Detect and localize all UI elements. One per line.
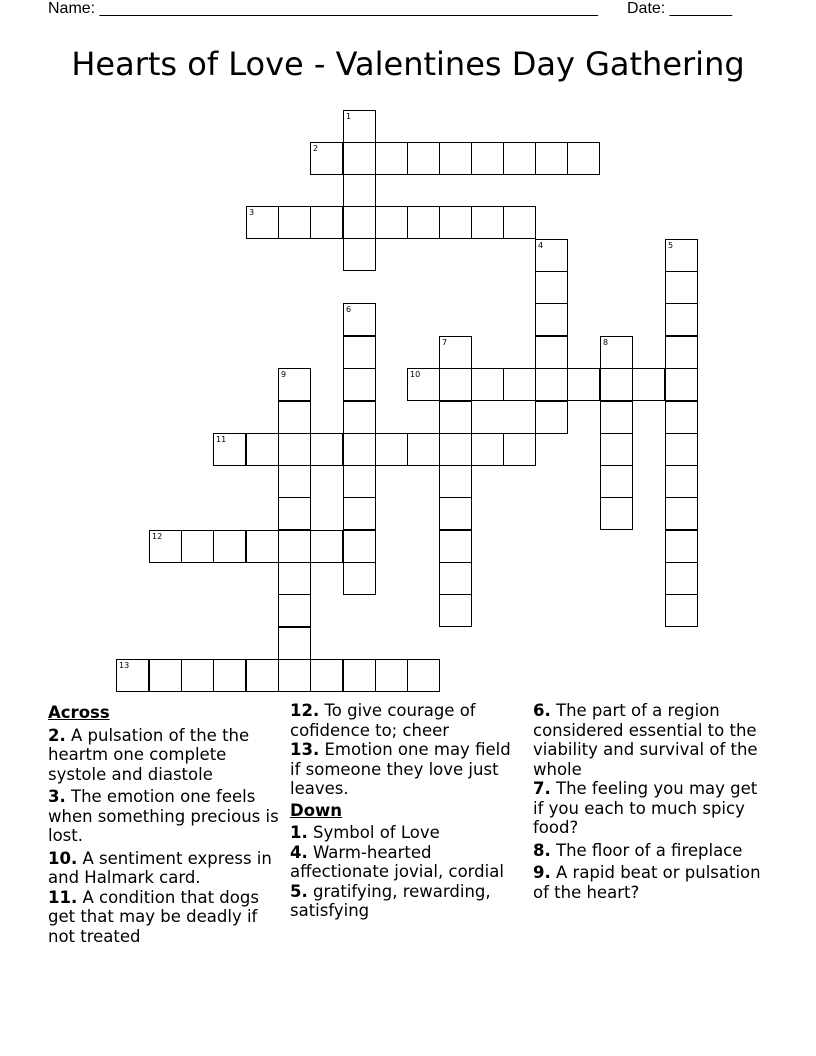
grid-cell[interactable]	[665, 465, 698, 498]
across-heading: Across	[48, 703, 110, 722]
grid-cell[interactable]	[343, 238, 376, 271]
grid-cell[interactable]	[149, 659, 182, 692]
grid-cell-3[interactable]	[246, 206, 279, 239]
grid-cell[interactable]	[343, 433, 376, 466]
grid-cell[interactable]	[439, 562, 472, 595]
grid-cell[interactable]	[278, 401, 311, 434]
grid-cell[interactable]	[278, 530, 311, 563]
grid-cell[interactable]	[343, 562, 376, 595]
clue-number: 8	[603, 338, 609, 347]
grid-cell[interactable]	[535, 401, 568, 434]
clue-number: 7	[442, 338, 448, 347]
grid-cell[interactable]	[471, 206, 504, 239]
grid-cell[interactable]	[343, 659, 376, 692]
clue-across-2: 2. A pulsation of the the heartm one complete systole and diastole	[48, 725, 250, 784]
grid-cell[interactable]	[535, 303, 568, 336]
grid-cell[interactable]	[278, 659, 311, 692]
clue-down-7: 7. The feeling you may get if you each to much spicy food?	[533, 779, 758, 837]
grid-cell[interactable]	[665, 530, 698, 563]
grid-cell-9[interactable]	[278, 368, 311, 401]
clues-column-1	[48, 701, 284, 946]
grid-cell[interactable]	[310, 433, 343, 466]
grid-cell[interactable]	[278, 433, 311, 466]
grid-cell[interactable]	[278, 627, 311, 660]
grid-cell[interactable]	[246, 659, 279, 692]
grid-cell[interactable]	[535, 336, 568, 369]
grid-cell[interactable]	[567, 368, 600, 401]
grid-cell[interactable]	[343, 174, 376, 207]
clues-column-3	[533, 701, 769, 902]
grid-cell[interactable]	[213, 530, 246, 563]
grid-cell-2[interactable]	[310, 142, 343, 175]
grid-cell[interactable]	[471, 433, 504, 466]
grid-cell[interactable]	[278, 497, 311, 530]
grid-cell[interactable]	[246, 530, 279, 563]
grid-cell[interactable]	[439, 142, 472, 175]
grid-cell[interactable]	[181, 530, 214, 563]
clue-across-10: 10. A sentiment express in and Halmark card.	[48, 848, 272, 887]
grid-cell[interactable]	[310, 206, 343, 239]
clue-down-1: 1. Symbol of Love	[290, 823, 440, 842]
grid-cell[interactable]	[567, 142, 600, 175]
down-heading: Down	[290, 800, 343, 820]
grid-cell[interactable]	[439, 433, 472, 466]
grid-cell[interactable]	[246, 433, 279, 466]
grid-cell[interactable]	[665, 368, 698, 401]
grid-cell[interactable]	[343, 142, 376, 175]
grid-cell[interactable]	[343, 206, 376, 239]
clue-number: 13	[119, 661, 130, 670]
grid-cell-8[interactable]	[600, 336, 633, 369]
grid-cell[interactable]	[632, 368, 665, 401]
clue-across-13: 13. Emotion one may field if someone they love just leaves.	[290, 740, 511, 798]
grid-cell[interactable]	[310, 530, 343, 563]
grid-cell[interactable]	[278, 465, 311, 498]
grid-cell[interactable]	[407, 659, 440, 692]
grid-cell[interactable]	[439, 206, 472, 239]
grid-cell[interactable]	[278, 594, 311, 627]
clue-number: 5	[668, 241, 674, 250]
grid-cell[interactable]	[665, 401, 698, 434]
grid-cell[interactable]	[535, 368, 568, 401]
grid-cell-6[interactable]	[343, 303, 376, 336]
name-field-label: Name: ________________________________________________________	[48, 0, 598, 17]
grid-cell[interactable]	[407, 142, 440, 175]
grid-cell[interactable]	[600, 465, 633, 498]
grid-cell-11[interactable]	[213, 433, 246, 466]
grid-cell[interactable]	[375, 659, 408, 692]
grid-cell[interactable]	[343, 465, 376, 498]
grid-cell[interactable]	[600, 433, 633, 466]
grid-cell-4[interactable]	[535, 239, 568, 272]
clue-number: 1	[346, 112, 352, 121]
grid-cell[interactable]	[439, 401, 472, 434]
grid-cell[interactable]	[278, 206, 311, 239]
clue-number: 3	[249, 208, 255, 217]
grid-cell[interactable]	[665, 497, 698, 530]
grid-cell[interactable]	[665, 562, 698, 595]
grid-cell[interactable]	[375, 206, 408, 239]
grid-cell-13[interactable]	[116, 659, 149, 692]
grid-cell[interactable]	[503, 206, 536, 239]
clue-number: 2	[313, 144, 319, 153]
grid-cell[interactable]	[310, 659, 343, 692]
grid-cell[interactable]	[343, 401, 376, 434]
puzzle-title: Hearts of Love - Valentines Day Gathering	[71, 45, 745, 83]
clue-across-3: 3. The emotion one feels when something precious is lost.	[48, 787, 279, 845]
grid-cell[interactable]	[535, 271, 568, 304]
clue-down-8: 8. The floor of a fireplace	[533, 840, 743, 860]
grid-cell[interactable]	[439, 497, 472, 530]
grid-cell[interactable]	[665, 433, 698, 466]
clue-across-12: 12. To give courage of cofidence to; cheer	[290, 701, 476, 740]
grid-cell[interactable]	[665, 594, 698, 627]
clue-number: 10	[410, 370, 421, 379]
grid-cell[interactable]	[439, 368, 472, 401]
grid-cell[interactable]	[439, 465, 472, 498]
grid-cell[interactable]	[439, 594, 472, 627]
grid-cell[interactable]	[600, 401, 633, 434]
grid-cell[interactable]	[600, 497, 633, 530]
grid-cell[interactable]	[600, 368, 633, 401]
grid-cell[interactable]	[213, 659, 246, 692]
grid-cell[interactable]	[503, 142, 536, 175]
clue-down-4: 4. Warm-hearted affectionate jovial, cordial	[290, 842, 504, 881]
grid-cell[interactable]	[278, 562, 311, 595]
clue-down-6: 6. The part of a region considered essential to the viability and survival of the whole	[533, 701, 758, 779]
clue-across-11: 11. A condition that dogs get that may be deadly if not treated	[48, 887, 259, 946]
grid-cell[interactable]	[471, 368, 504, 401]
grid-cell[interactable]	[343, 497, 376, 530]
grid-cell[interactable]	[503, 433, 536, 466]
clue-number: 6	[346, 305, 352, 314]
clues-column-2	[290, 701, 526, 921]
grid-cell[interactable]	[343, 336, 376, 369]
grid-cell-5[interactable]	[665, 239, 698, 272]
grid-cell[interactable]	[535, 142, 568, 175]
grid-cell[interactable]	[407, 206, 440, 239]
clue-down-9: 9. A rapid beat or pulsation of the heart?	[533, 863, 761, 902]
grid-cell[interactable]	[665, 271, 698, 304]
grid-cell[interactable]	[181, 659, 214, 692]
date-field-label: Date: _______	[627, 0, 732, 17]
grid-cell[interactable]	[665, 303, 698, 336]
grid-cell-12[interactable]	[149, 530, 182, 563]
clue-down-5: 5. gratifying, rewarding, satisfying	[290, 881, 491, 920]
grid-cell[interactable]	[471, 142, 504, 175]
grid-cell[interactable]	[343, 368, 376, 401]
grid-cell[interactable]	[439, 530, 472, 563]
grid-cell[interactable]	[407, 433, 440, 466]
grid-cell-1[interactable]	[343, 110, 376, 143]
grid-cell[interactable]	[665, 336, 698, 369]
grid-cell[interactable]	[375, 142, 408, 175]
clue-number: 4	[538, 241, 544, 250]
clue-number: 11	[216, 435, 227, 444]
grid-cell[interactable]	[503, 368, 536, 401]
grid-cell[interactable]	[375, 433, 408, 466]
grid-cell-10[interactable]	[407, 368, 440, 401]
clue-number: 12	[152, 532, 163, 541]
grid-cell-7[interactable]	[439, 336, 472, 369]
clue-number: 9	[281, 370, 287, 379]
grid-cell[interactable]	[343, 530, 376, 563]
